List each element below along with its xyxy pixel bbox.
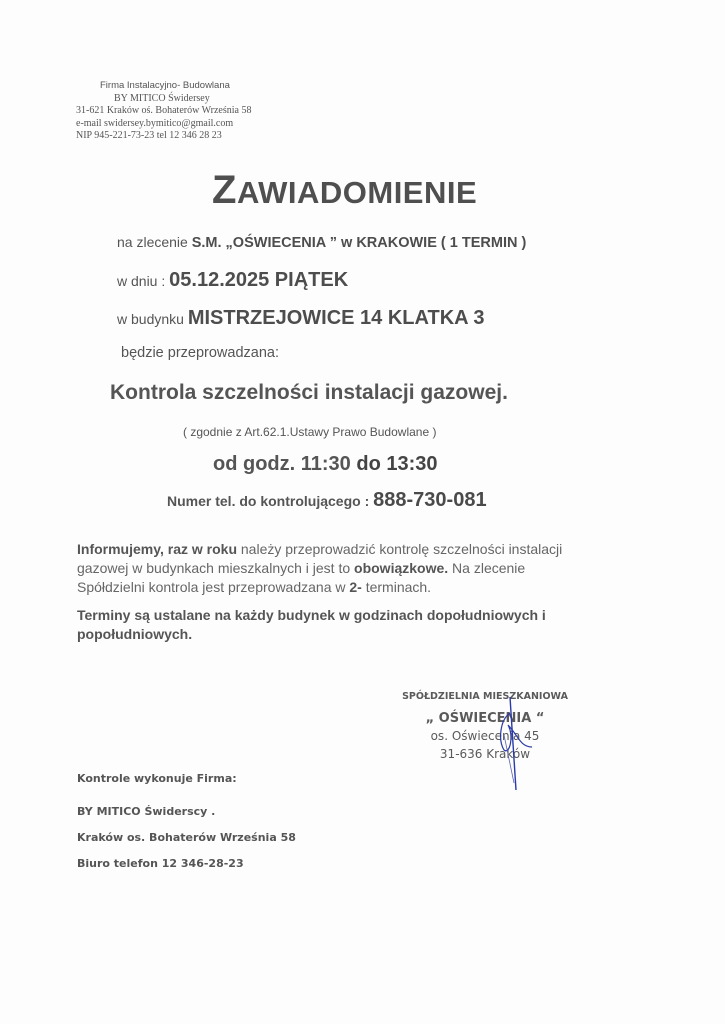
document-title	[212, 168, 477, 213]
footer-line-1: Kontrole wykonuje Firma:	[77, 772, 237, 785]
building-label: w budynku	[117, 311, 188, 327]
will-be-text: będzie przeprowadzana:	[121, 345, 279, 361]
time-to: do 13:30	[356, 453, 438, 475]
letterhead-nip-phone: NIP 945-221-73-23 tel 12 346 28 23	[76, 130, 222, 141]
building-value: MISTRZEJOWICE 14 KLATKA 3	[187, 307, 485, 329]
inspection-subject: Kontrola szczelności instalacji gazowej.	[110, 381, 508, 404]
schedule-line-1: Terminy są ustalane na każdy budynek w godzinach dopołudniowych i	[77, 607, 546, 623]
info-paragraph	[77, 540, 562, 597]
phone-number: 888-730-081	[373, 489, 487, 511]
footer-line-4: Biuro telefon 12 346-28-23	[77, 857, 244, 870]
info-text-3: Na zlecenie	[448, 560, 526, 576]
cooperative-stamp	[390, 688, 580, 763]
title-initial: Z	[212, 168, 237, 212]
info-text-5: terminach.	[361, 579, 432, 595]
info-bold-2: obowiązkowe.	[354, 560, 449, 576]
letterhead-email: e-mail swidersey.bymitico@gmail.com	[76, 117, 234, 129]
letterhead-company-name: BY MITICO Świdersey	[114, 92, 210, 104]
letterhead-company-type: Firma Instalacyjno- Budowlana	[100, 80, 230, 91]
stamp-line-1: SPÓŁDZIELNIA MIESZKANIOWA	[402, 691, 568, 702]
footer-line-3: Kraków os. Bohaterów Września 58	[77, 831, 296, 844]
date-line	[117, 269, 348, 292]
letterhead-address: 31-621 Kraków oś. Bohaterów Września 58	[76, 105, 252, 116]
time-from: od godz. 11:30	[213, 453, 357, 475]
order-line	[117, 234, 526, 251]
title-rest: AWIADOMIENIE	[236, 175, 478, 210]
inspector-phone	[167, 489, 487, 512]
order-label: na zlecenie	[117, 234, 192, 250]
legal-basis: ( zgodnie z Art.62.1.Ustawy Prawo Budowlane )	[183, 425, 437, 439]
date-value: 05.12.2025 PIĄTEK	[169, 269, 349, 291]
info-text-1: należy przeprowadzić kontrolę szczelności instalacji	[237, 541, 563, 557]
letterhead	[76, 80, 251, 143]
signature-icon	[488, 695, 548, 795]
order-value: S.M. „OŚWIECENIA ” w KRAKOWIE ( 1 TERMIN )	[191, 235, 527, 251]
info-bold-1: Informujemy, raz w roku	[77, 541, 237, 557]
time-range	[213, 453, 438, 476]
info-text-2: gazowej w budynkach mieszkalnych i jest to	[77, 560, 355, 576]
info-text-4: Spółdzielni kontrola jest przeprowadzana w	[77, 579, 350, 595]
footer-line-2: BY MITICO Świderscy .	[77, 805, 216, 818]
stamp-line-2: „ OŚWIECENIA “	[425, 711, 545, 726]
building-line	[117, 307, 485, 330]
schedule-line-2: popołudniowych.	[77, 626, 193, 642]
stamp-line-3: os. Oświecenia 45	[430, 729, 540, 743]
phone-label: Numer tel. do kontrolującego :	[167, 493, 374, 509]
date-label: w dniu :	[117, 273, 170, 289]
info-bold-3: 2-	[349, 579, 362, 595]
stamp-line-4: 31-636 Kraków	[439, 747, 531, 761]
schedule-paragraph	[77, 606, 546, 644]
